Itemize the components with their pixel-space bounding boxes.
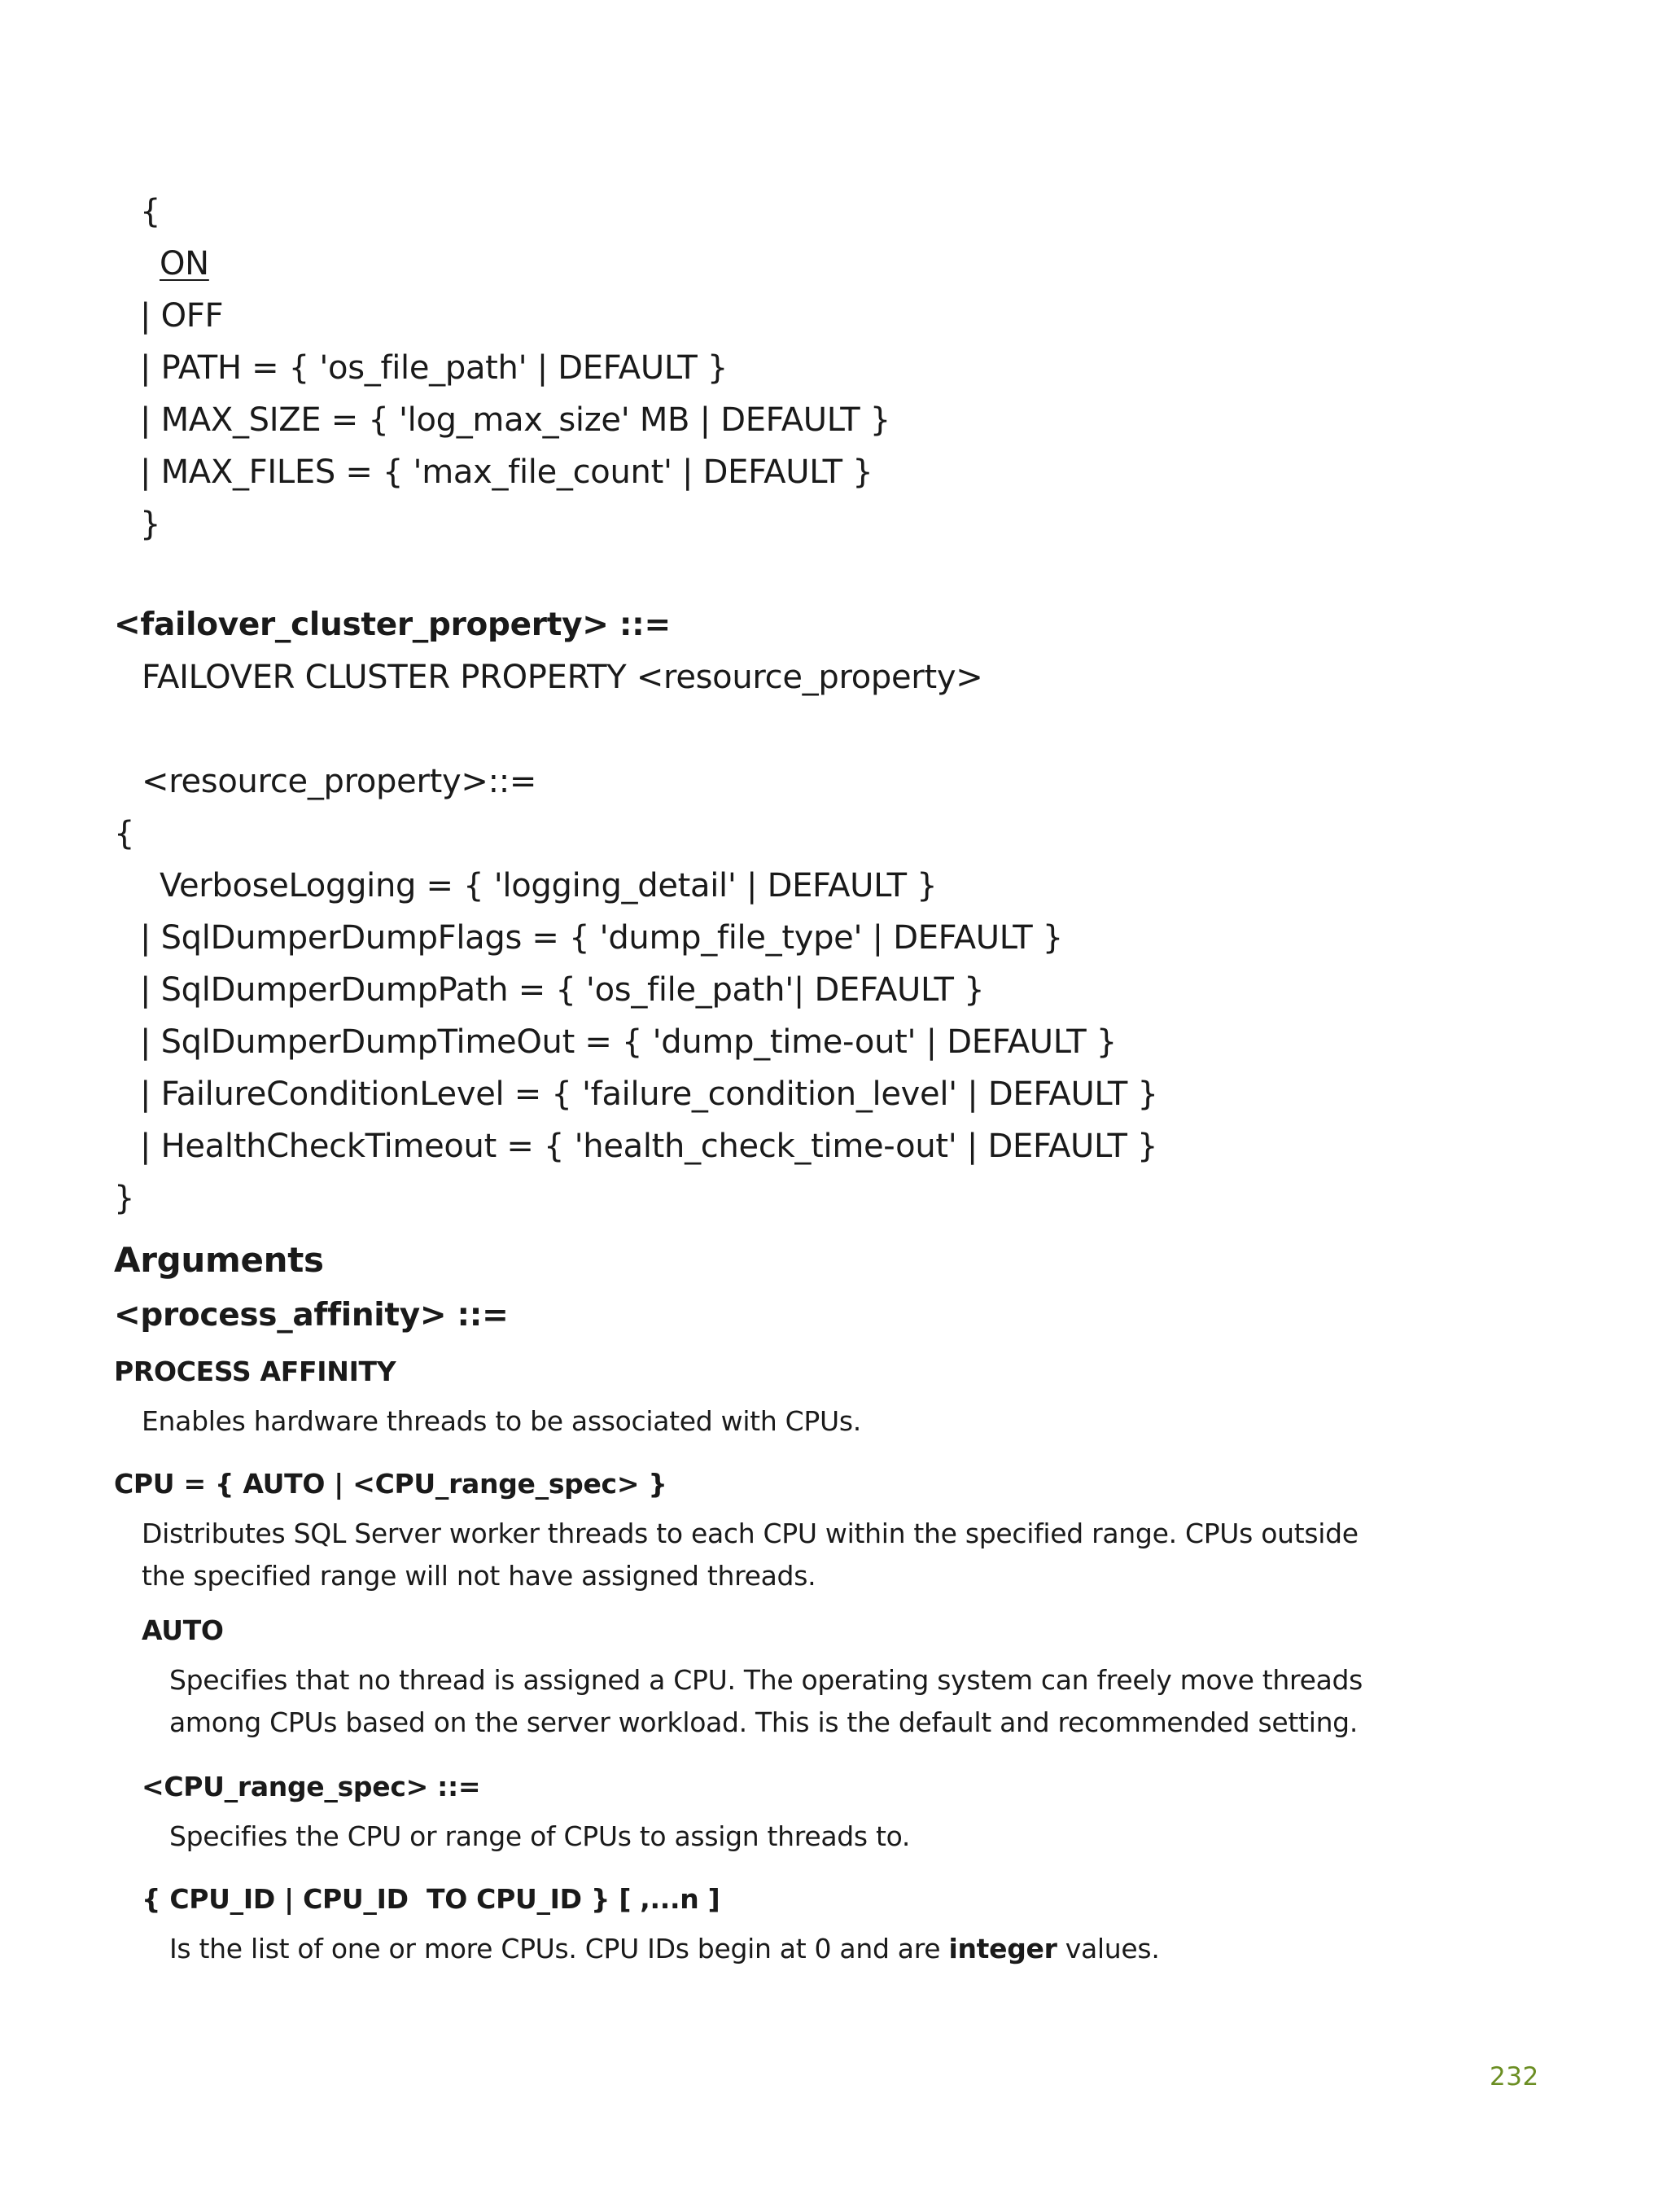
code-line: | SqlDumperDumpFlags = { 'dump_file_type' | DEFAULT } [140,919,1063,957]
term-auto: AUTO [142,1614,224,1646]
code-line: | SqlDumperDumpTimeOut = { 'dump_time-out' | DEFAULT } [140,1023,1117,1061]
arguments-heading: Arguments [114,1240,324,1280]
resource-heading: <resource_property>::= [142,763,537,800]
code-line: { [114,815,135,852]
description: the specified range will not have assigned threads. [142,1560,816,1592]
process-affinity-heading: <process_affinity> ::= [114,1297,509,1334]
code-line: FAILOVER CLUSTER PROPERTY <resource_property> [142,659,983,696]
code-line: | OFF [140,297,224,335]
code-line: | SqlDumperDumpPath = { 'os_file_path'| DEFAULT } [140,971,985,1009]
code-line: { [140,193,161,230]
term-cpu-id: { CPU_ID | CPU_ID TO CPU_ID } [ ,...n ] [142,1883,720,1915]
code-line: } [114,1180,135,1217]
code-line: ON [160,245,209,283]
description: Enables hardware threads to be associated with CPUs. [142,1405,861,1437]
code-line: | PATH = { 'os_file_path' | DEFAULT } [140,349,728,387]
page-number: 232 [1490,2062,1539,2092]
description [169,1933,1160,1965]
description: Specifies the CPU or range of CPUs to assign threads to. [169,1820,911,1852]
code-line: | HealthCheckTimeout = { 'health_check_time-out' | DEFAULT } [140,1128,1158,1165]
term-cpu-range-spec: <CPU_range_spec> ::= [142,1771,481,1802]
code-line: } [140,506,161,543]
code-line: | MAX_FILES = { 'max_file_count' | DEFAULT } [140,453,873,491]
term-process-affinity: PROCESS AFFINITY [114,1356,396,1387]
code-line: VerboseLogging = { 'logging_detail' | DEFAULT } [160,867,938,905]
description: Distributes SQL Server worker threads to each CPU within the specified range. CPUs outside [142,1518,1359,1549]
code-line: | MAX_SIZE = { 'log_max_size' MB | DEFAULT } [140,401,890,439]
failover-heading: <failover_cluster_property> ::= [114,607,671,643]
description-text: Is the list of one or more CPUs. CPU IDs begin at 0 and are [169,1933,949,1965]
description: among CPUs based on the server workload. This is the default and recommended setting. [169,1706,1359,1738]
description-text: values. [1057,1933,1160,1965]
term-cpu: CPU = { AUTO | <CPU_range_spec> } [114,1468,667,1500]
code-line: | FailureConditionLevel = { 'failure_condition_level' | DEFAULT } [140,1075,1158,1113]
description: Specifies that no thread is assigned a CPU. The operating system can freely move threads [169,1664,1363,1696]
description-emphasis: integer [948,1933,1057,1965]
